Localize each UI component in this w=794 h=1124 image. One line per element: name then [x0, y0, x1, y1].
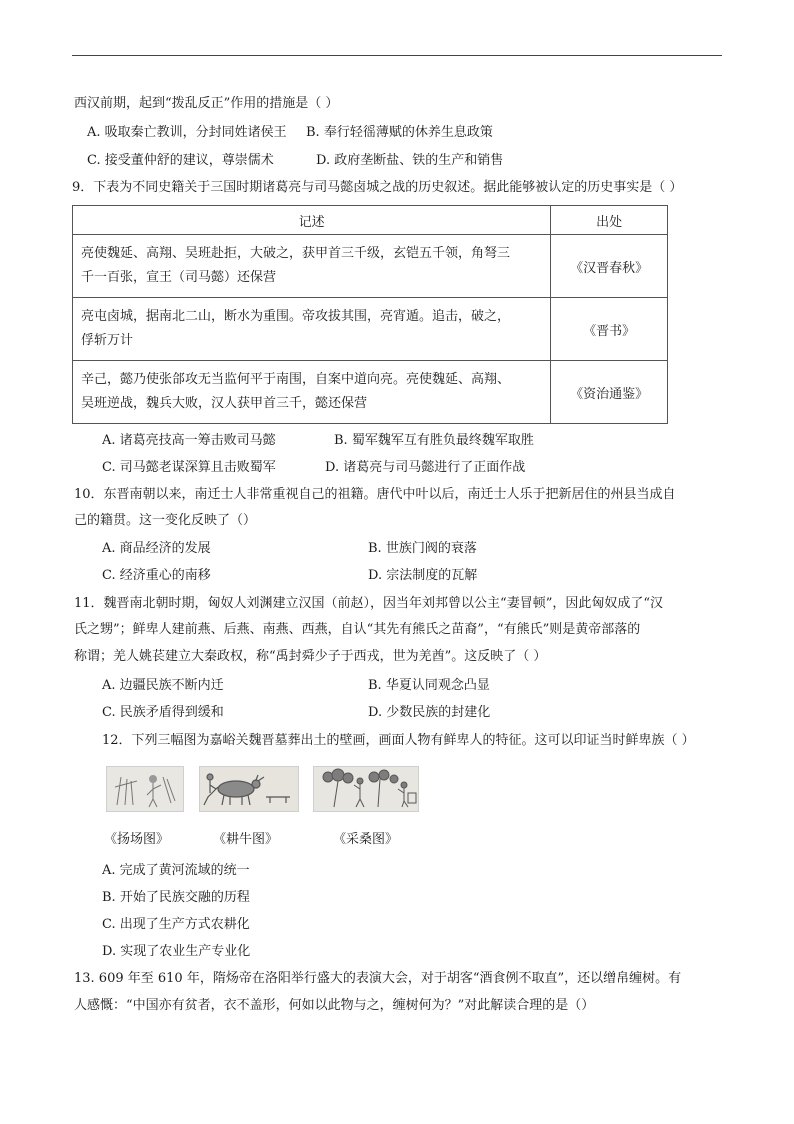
q8-stem: 西汉前期，起到“拨乱反正”作用的措施是（ ） — [74, 96, 339, 111]
q10-option-b: B. 世族门阀的衰落 — [368, 541, 477, 556]
q8-option-c: C. 接受董仲舒的建议，尊崇儒术 — [87, 153, 274, 168]
q8-option-a: A. 吸取秦亡教训，分封同姓诸侯王 — [87, 125, 287, 140]
record-line: 辛己，懿乃使张郃攻无当监何平于南围，自案中道向亮。亮使魏延、高翔、 — [81, 372, 511, 387]
q9-option-d: D. 诸葛亮与司马懿进行了正面作战 — [325, 460, 526, 475]
q10-line-2: 己的籍贯。这一变化反映了（） — [74, 513, 257, 528]
q9-option-a: A. 诸葛亮技高一筹击败司马懿 — [102, 433, 276, 448]
table-row — [73, 298, 668, 361]
q12-stem: 12．下列三幅图为嘉峪关魏晋墓葬出土的壁画，画面人物有鲜卑人的特征。这可以印证当时鲜卑族（ ） — [102, 733, 695, 748]
q12-option-d: D. 实现了农业生产专业化 — [102, 944, 251, 959]
q11-line-1: 11．魏晋南北朝时期，匈奴人刘渊建立汉国（前赵），因当年刘邦曾以公主“妻冒顿”，因此匈奴成了“汉 — [74, 596, 663, 611]
table-cell-record — [73, 235, 551, 298]
q13-line-1: 13. 609 年至 610 年，隋炀帝在洛阳举行盛大的表演大会，对于胡客“酒食例不取直”，还以缯帛缠树。有 — [74, 971, 682, 986]
mural-winnowing-image — [106, 766, 184, 812]
record-line: 亮屯卤城，据南北二山，断水为重围。帝攻拔其围，亮宵遁。追击，破之， — [81, 309, 511, 324]
table-cell-record — [73, 298, 551, 361]
q12-option-c: C. 出现了生产方式农耕化 — [102, 917, 250, 932]
header-rule — [72, 55, 722, 56]
record-line: 亮使魏延、高翔、吴班赴拒，大破之，获甲首三千级，玄铠五千领，角弩三 — [81, 246, 511, 261]
caption-mulberry-picking: 《采桑图》 — [333, 832, 399, 847]
q9-source-table — [72, 205, 668, 424]
q10-option-c: C. 经济重心的南移 — [102, 568, 211, 583]
q10-line-1: 10．东晋南朝以来，南迁士人非常重视自己的祖籍。唐代中叶以后，南迁士人乐于把新居住的州县当成自 — [74, 487, 676, 502]
q11-option-c: C. 民族矛盾得到缓和 — [102, 705, 224, 720]
table-header-row — [73, 206, 668, 235]
table-header-source: 出处 — [551, 206, 668, 235]
record-line: 吴班逆战，魏兵大败，汉人获甲首三千，懿还保营 — [81, 396, 368, 411]
q9-option-b: B. 蜀军魏军互有胜负最终魏军取胜 — [334, 433, 534, 448]
mural-ploughing-ox-image — [199, 766, 299, 812]
q13-line-2: 人感慨：“中国亦有贫者，衣不盖形，何如以此物与之，缠树何为？”对此解读合理的是（） — [74, 998, 595, 1013]
q8-option-b: B. 奉行轻徭薄赋的休养生息政策 — [306, 125, 493, 140]
mural-mulberry-picking-image — [313, 766, 419, 812]
table-header-record: 记述 — [73, 206, 551, 235]
record-line: 俘斩万计 — [81, 333, 134, 348]
q11-line-3: 称谓；羌人姚苌建立大秦政权，称“禹封舜少子于西戎，世为羌酋”。这反映了（ ） — [74, 649, 547, 664]
table-cell-source: 《晋书》 — [551, 298, 668, 361]
q12-option-b: B. 开始了民族交融的历程 — [102, 890, 250, 905]
caption-ploughing-ox: 《耕牛图》 — [213, 832, 279, 847]
q11-option-d: D. 少数民族的封建化 — [368, 705, 491, 720]
q11-line-2: 氏之甥”；鲜卑人建前燕、后燕、南燕、西燕，自认“其先有熊氏之苗裔”，“有熊氏”则是黄帝部落的 — [74, 622, 641, 637]
q11-option-b: B. 华夏认同观念凸显 — [368, 678, 490, 693]
table-cell-source: 《汉晋春秋》 — [551, 235, 668, 298]
table-row — [73, 361, 668, 424]
record-line: 千一百张，宣王（司马懿）还保营 — [81, 270, 277, 285]
q12-option-a: A. 完成了黄河流域的统一 — [102, 863, 250, 878]
q10-option-d: D. 宗法制度的瓦解 — [368, 568, 478, 583]
caption-winnowing: 《扬场图》 — [104, 832, 170, 847]
table-cell-source: 《资治通鉴》 — [551, 361, 668, 424]
q8-option-d: D. 政府垄断盐、铁的生产和销售 — [316, 153, 504, 168]
q9-stem: 9．下表为不同史籍关于三国时期诸葛亮与司马懿卤城之战的历史叙述。据此能够被认定的历史事实是（ ） — [72, 180, 683, 195]
q10-option-a: A. 商品经济的发展 — [102, 541, 211, 556]
table-cell-record — [73, 361, 551, 424]
q9-option-c: C. 司马懿老谋深算且击败蜀军 — [102, 460, 276, 475]
table-row — [73, 235, 668, 298]
q11-option-a: A. 边疆民族不断内迁 — [102, 678, 224, 693]
